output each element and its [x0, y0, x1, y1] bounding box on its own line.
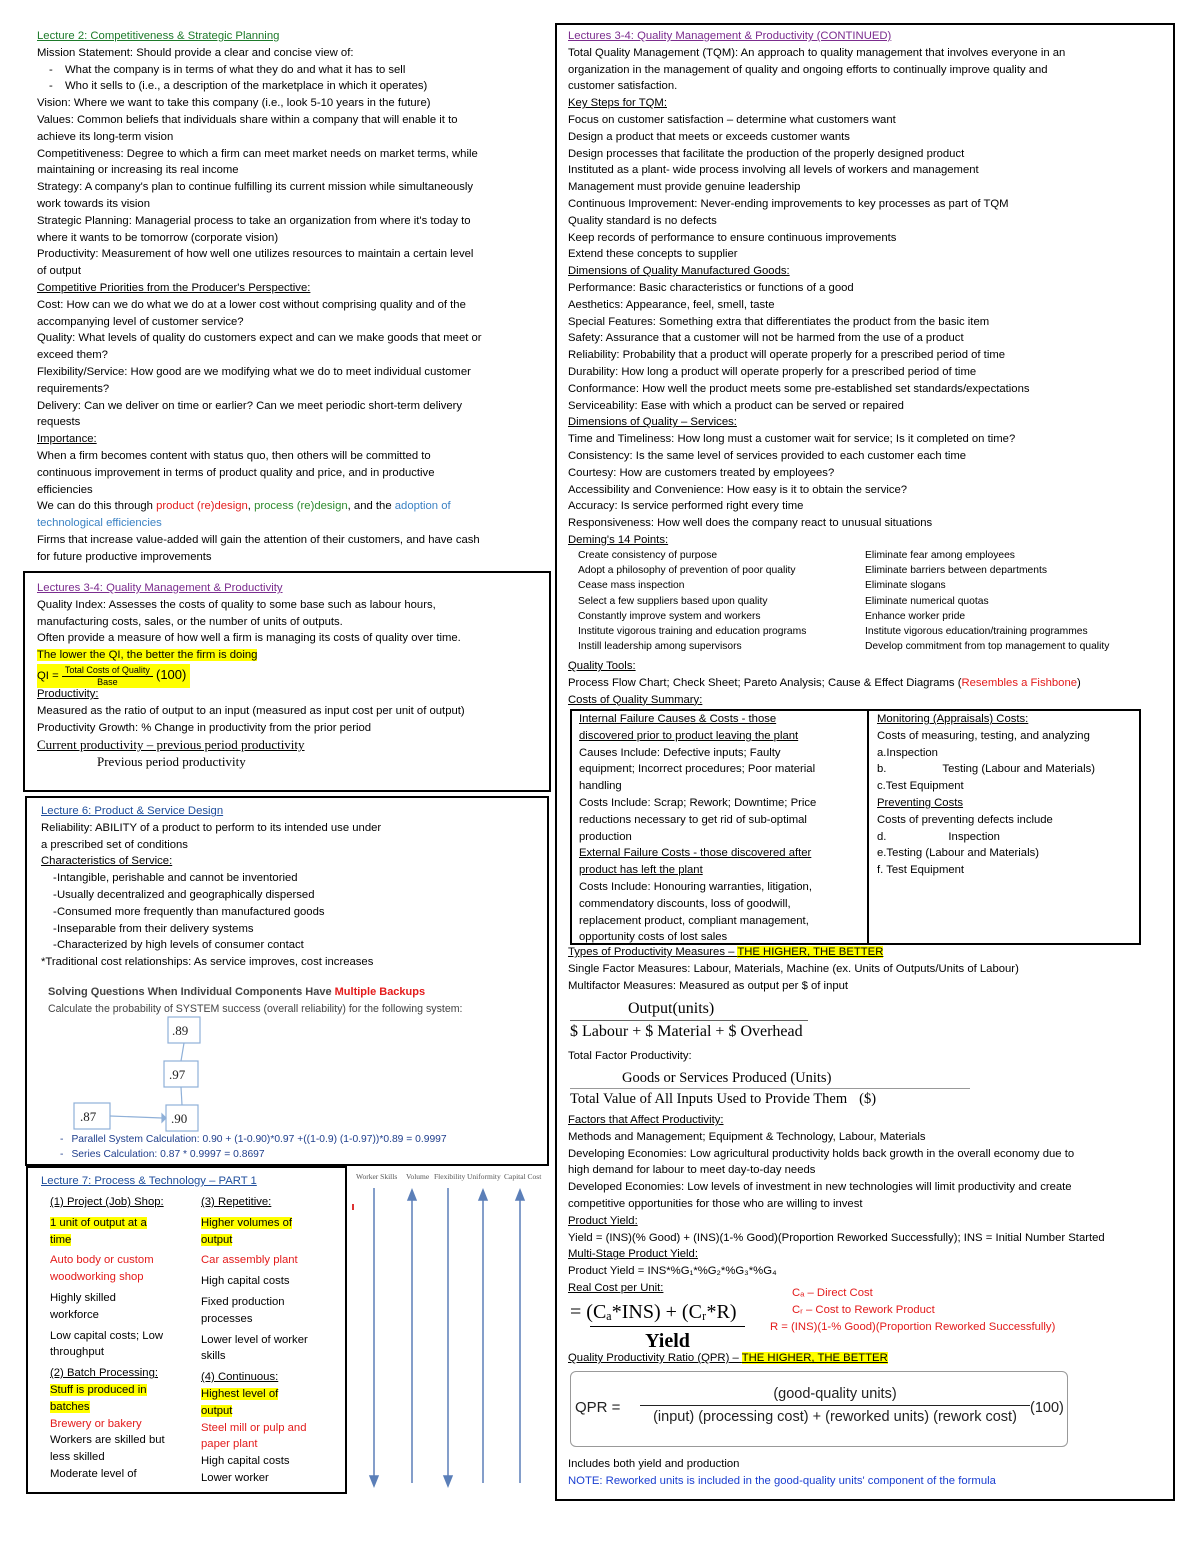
text-line: commendatory discounts, loss of goodwill,: [579, 897, 791, 910]
lecture6-section: [41, 803, 541, 971]
text-line: exceed them?: [37, 349, 108, 362]
text-span: Inspection: [948, 830, 1000, 843]
highlight-span: time: [50, 1233, 72, 1246]
text-line: where it wants to be tomorrow (corporate vision): [37, 231, 279, 244]
lecture7-title: Lecture 7: Process & Technology – PART 1: [41, 1175, 257, 1187]
text-line: Firms that increase value-added will gain the attention of their customers, and have cash: [37, 533, 480, 546]
subheading: (4) Continuous:: [201, 1371, 279, 1384]
deming-point: Adopt a philosophy of prevention of poor quality: [578, 565, 796, 577]
text-line: Safety: Assurance that a customer will not be harmed from the use of a product: [568, 332, 964, 345]
qpr-heading: [568, 1350, 888, 1367]
text-line: [568, 675, 1168, 692]
node-label: .87: [80, 1109, 97, 1124]
text-span: ($): [859, 1091, 877, 1107]
text-line: [50, 1215, 198, 1232]
real-cost-numerator: = (Cₐ*INS) + (Cᵣ*R): [570, 1301, 737, 1323]
technological-efficiencies-text: technological efficiencies: [37, 517, 162, 530]
deming-point: Enhance worker pride: [865, 610, 966, 622]
deming-point: Develop commitment from top management to quality: [865, 641, 1110, 653]
deming-point: Institute vigorous training and education programs: [578, 626, 807, 638]
text-line: work towards its vision: [37, 197, 151, 210]
factors-section: [568, 1112, 1168, 1297]
text-line: Courtesy: How are customers treated by employees?: [568, 466, 835, 479]
lecture2-title: Lecture 2: Competitiveness & Strategic Planning: [37, 30, 280, 42]
lectures34-section: [37, 580, 542, 770]
text-line: Accuracy: Is service performed right every time: [568, 500, 804, 513]
text-line: Focus on customer satisfaction – determine what customers want: [568, 113, 896, 126]
qi-multiplier: (100): [156, 666, 187, 682]
text-line: replacement product, compliant management,: [579, 914, 809, 927]
axis-label: Flexibility: [434, 1172, 466, 1181]
productivity-measures-section: [568, 944, 1168, 994]
subheading: discovered prior to product leaving the plant: [579, 729, 799, 742]
growth-numerator: Current productivity – previous period productivity: [37, 737, 305, 753]
adoption-text: adoption of: [394, 500, 451, 513]
qpr-reworked-note: NOTE: Reworked units is included in the good-quality units' component of the formula: [568, 1475, 996, 1487]
text-line: Often provide a measure of how well a firm is managing its costs of quality over time.: [37, 632, 461, 645]
text-line: Lower level of worker: [201, 1333, 308, 1346]
text-line: Moderate level of: [50, 1467, 137, 1480]
text-line: Keep records of performance to ensure continuous improvements: [568, 231, 897, 244]
total-factor-denominator: [570, 1088, 970, 1109]
series-calc-text: Series Calculation: 0.87 * 0.9997 = 0.8697: [71, 1149, 265, 1160]
multifactor-formula: [570, 998, 830, 1043]
qpr-note: Includes both yield and production: [568, 1458, 740, 1470]
text-line: a prescribed set of conditions: [41, 838, 188, 851]
text-line: Conformance: How well the product meets some pre-established set standards/expectations: [568, 382, 1030, 395]
subheading: Product Yield:: [568, 1214, 638, 1227]
deming-point: Create consistency of purpose: [578, 550, 718, 561]
deming-point: Institute vigorous education/training programmes: [865, 626, 1088, 638]
mission-statement: Mission Statement: Should provide a clear and concise view of:: [37, 46, 354, 59]
subheading: Importance:: [37, 433, 97, 446]
text-line: [201, 1403, 341, 1420]
text-line: Time and Timeliness: How long must a customer wait for service; Is it completed on time?: [568, 433, 1016, 446]
text-line: equipment; Incorrect procedures; Poor material: [579, 763, 816, 776]
legend-line: R = (INS)(1-% Good)(Proportion Reworked Successfully): [770, 1320, 1056, 1333]
subheading: Competitive Priorities from the Producer's Perspective:: [37, 281, 311, 294]
text-span: ): [1077, 676, 1081, 689]
text-line: *Traditional cost relationships: As service improves, cost increases: [41, 956, 374, 969]
text-line: Accessibility and Convenience: How easy is it to obtain the service?: [568, 483, 908, 496]
axis-label: Uniformity: [467, 1172, 501, 1181]
text-line: Flexibility/Service: How good are we modifying what we do to meet individual customer: [37, 365, 471, 378]
text-line: customer satisfaction.: [568, 80, 678, 93]
total-factor-formula: [570, 1068, 970, 1109]
text-line: processes: [201, 1312, 253, 1325]
subheading: product has left the plant: [579, 864, 703, 877]
example-text: Steel mill or pulp and: [201, 1421, 307, 1434]
text-line: Reliability: ABILITY of a product to perform to its intended use under: [41, 821, 382, 834]
text-line: less skilled: [50, 1451, 105, 1464]
text-line: Quality standard is no defects: [568, 214, 717, 227]
highlight-span: output: [201, 1233, 233, 1246]
qi-fraction: [62, 665, 153, 688]
lecture7-section: [41, 1173, 341, 1190]
axis-label: Capital Cost: [504, 1172, 542, 1181]
deming-point: Eliminate slogans: [865, 580, 946, 592]
highlight-span: Highest level of: [201, 1387, 279, 1400]
service-bullet: - Characterized by high levels of consumer contact: [41, 937, 541, 954]
subheading: Factors that Affect Productivity:: [568, 1114, 724, 1126]
figure-title-text: Solving Questions When Individual Components Have: [48, 986, 335, 998]
text-line: Special Features: Something extra that differentiates the product from the basic item: [568, 315, 990, 328]
higher-better-highlight: THE HIGHER, THE BETTER: [737, 946, 884, 958]
process-arrows-figure: [350, 1168, 550, 1490]
example-text: Brewery or bakery: [50, 1417, 142, 1430]
text-line: c.Test Equipment: [877, 780, 964, 793]
text-line: Cost: How can we do what we do at a lower cost without comprising quality and of the: [37, 298, 466, 311]
mission-bullet: - Who it sells to (i.e., a description of the marketplace in which it operates): [37, 78, 547, 95]
lectures34-title: Lectures 3-4: Quality Management & Productivity: [37, 582, 283, 594]
text-line: Total Quality Management (TQM): An approach to quality management that involves everyone in an: [568, 46, 1066, 59]
text-line: [50, 1232, 198, 1249]
subheading: Costs of Quality Summary:: [568, 693, 703, 706]
service-bullet: - Inseparable from their delivery systems: [41, 921, 541, 938]
text-line: Product Yield = INS*%G₁*%G₂*%G₃*%G₄: [568, 1265, 777, 1278]
highlight-span: 1 unit of output at a: [50, 1216, 147, 1229]
text-line: requirements?: [37, 382, 110, 395]
text-line: workforce: [50, 1308, 99, 1321]
subheading: Dimensions of Quality – Services:: [568, 416, 737, 429]
product-redesign-text: product (re)design: [156, 500, 248, 513]
real-cost-formula: [570, 1298, 760, 1355]
text-line: Yield = (INS)(% Good) + (INS)(1-% Good)(Proportion Reworked Successfully); INS = Initial Number Started: [568, 1231, 1105, 1244]
coq-divider: [867, 709, 869, 945]
qpr-numerator: (good-quality units): [773, 1386, 897, 1402]
service-bullet: - Usually decentralized and geographically dispersed: [41, 887, 541, 904]
text-line: [50, 1399, 198, 1416]
qi-denominator: Base: [97, 676, 118, 687]
deming-point: Cease mass inspection: [578, 580, 685, 592]
text-line: [50, 1382, 198, 1399]
text-line: efficiencies: [37, 483, 93, 496]
real-cost-legend: [768, 1285, 1168, 1335]
subheading: Characteristics of Service:: [41, 855, 173, 868]
text-line: handling: [579, 780, 622, 793]
text-line: Fixed production: [201, 1295, 285, 1308]
lecture7-left-column: [50, 1194, 198, 1483]
qpr-lhs: QPR =: [575, 1399, 621, 1416]
example-text: woodworking shop: [50, 1271, 144, 1284]
qi-label: QI =: [37, 669, 59, 682]
reliability-diagram: [48, 1014, 248, 1134]
text-line: High capital costs: [201, 1455, 290, 1468]
text-line: a.Inspection: [877, 746, 938, 759]
legend-line: Cᵣ – Cost to Rework Product: [792, 1303, 935, 1316]
text-line: Costs Include: Scrap; Rework; Downtime; Price: [579, 796, 817, 809]
text-line: Values: Common beliefs that individuals share within a company that will enable it to: [37, 113, 458, 126]
text-line: requests: [37, 416, 81, 429]
example-text: Car assembly plant: [201, 1254, 298, 1267]
text-line: Aesthetics: Appearance, feel, smell, taste: [568, 298, 775, 311]
text-line: Responsiveness: How well does the company react to unusual situations: [568, 517, 933, 530]
text-line: high demand for labour to meet day-to-day needs: [568, 1164, 816, 1177]
total-factor-label: Total Factor Productivity:: [568, 1050, 692, 1062]
text-line: [877, 829, 1139, 846]
text-line: continuous improvement in terms of product quality and price, and in productive: [37, 466, 435, 479]
qpr-fraction: [640, 1383, 1030, 1428]
figure-title: [48, 984, 538, 1001]
text-line: opportunity costs of lost sales: [579, 931, 728, 944]
text-line: Management must provide genuine leadership: [568, 181, 801, 194]
deming-right-list: [865, 548, 1165, 654]
subheading: Productivity:: [37, 687, 99, 700]
text-line: Causes Include: Defective inputs; Faulty: [579, 746, 781, 759]
subheading: Dimensions of Quality Manufactured Goods:: [568, 265, 790, 278]
service-bullet: - Consumed more frequently than manufactured goods: [41, 904, 541, 921]
text-line: Vision: Where we want to take this company (i.e., look 5-10 years in the future): [37, 97, 431, 110]
text-line: manufacturing costs, sales, or the number of units of outputs.: [37, 615, 343, 628]
text-line: Developed Economies: Low levels of investment in new technologies will limit productivity and create: [568, 1181, 1072, 1194]
reliability-figure: [48, 984, 538, 1164]
coq-left-cell: [579, 711, 864, 946]
text-line: production: [579, 830, 632, 843]
subheading: (1) Project (Job) Shop:: [50, 1196, 164, 1208]
text-line: Strategic Planning: Managerial process to take an organization from where it's today to: [37, 214, 471, 227]
text-span: Total Value of All Inputs Used to Provide Them: [570, 1091, 848, 1107]
higher-better-highlight: THE HIGHER, THE BETTER: [741, 1352, 888, 1364]
text-line: Developing Economies: Low agricultural productivity holds back growth in the overall economy due to: [568, 1147, 1075, 1160]
subheading: [568, 944, 1168, 961]
text-span: Testing (Labour and Materials): [942, 763, 1096, 776]
text-line: reductions necessary to get rid of sub-optimal: [579, 813, 807, 826]
text-line: competitive opportunities for those who are willing to invest: [568, 1197, 863, 1210]
text-span: Quality Productivity Ratio (QPR) –: [568, 1352, 742, 1364]
text-span: b.: [877, 763, 887, 776]
text-line: Multifactor Measures: Measured as output per $ of input: [568, 979, 849, 992]
real-cost-denominator: Yield: [590, 1326, 745, 1355]
lecture7-right-column: [201, 1194, 341, 1487]
deming-point: Eliminate numerical quotas: [865, 595, 989, 607]
deming-point: Eliminate fear among employees: [865, 550, 1015, 561]
total-factor-numerator: Goods or Services Produced (Units): [622, 1070, 832, 1086]
text-line: achieve its long-term vision: [37, 130, 174, 143]
text-line: Productivity: Measurement of how well one utilizes resources to maintain a certain level: [37, 248, 474, 261]
column2-section: [568, 28, 1168, 549]
subheading: Quality Tools:: [568, 660, 636, 672]
text-line: [201, 1232, 341, 1249]
axis-label: Worker Skills: [356, 1172, 398, 1181]
text-line: Quality: What levels of quality do customers expect and can we make goods that meet or: [37, 332, 482, 345]
text-line: [877, 761, 1139, 778]
text-line: Costs Include: Honouring warranties, litigation,: [579, 880, 812, 893]
node-label: .89: [172, 1023, 189, 1038]
text-line: Productivity Growth: % Change in productivity from the prior period: [37, 721, 372, 734]
multifactor-numerator: Output(units): [570, 998, 808, 1021]
text-line: for future productive improvements: [37, 550, 212, 563]
text-line: Quality Index: Assesses the costs of quality to some base such as labour hours,: [37, 598, 436, 611]
deming-left-list: [578, 548, 863, 654]
text-line: Consistency: Is the same level of services provided to each customer each time: [568, 449, 967, 462]
multifactor-denominator: $ Labour + $ Material + $ Overhead: [570, 1023, 803, 1040]
text-span: , and the: [347, 500, 395, 513]
text-line: [201, 1386, 341, 1403]
text-line: Low capital costs; Low: [50, 1329, 164, 1342]
highlight-span: output: [201, 1404, 233, 1417]
subheading: Multi-Stage Product Yield:: [568, 1248, 698, 1261]
text-line: skills: [201, 1350, 226, 1363]
lecture2-section: [37, 28, 547, 566]
text-line: [37, 498, 547, 515]
text-line: Measured as the ratio of output to an input (measured as input cost per unit of output): [37, 704, 465, 717]
subheading: Deming's 14 Points:: [568, 533, 669, 546]
growth-denominator: Previous period productivity: [97, 754, 246, 770]
mission-bullet: - What the company is in terms of what they do and what it has to sell: [37, 62, 547, 79]
deming-point: Select a few suppliers based upon quality: [578, 595, 768, 607]
subheading: (3) Repetitive:: [201, 1196, 272, 1208]
subheading: Key Steps for TQM:: [568, 97, 667, 110]
subheading: Preventing Costs: [877, 796, 964, 809]
text-line: Durability: How long a product will operate properly for a prescribed period of time: [568, 365, 977, 378]
deming-point: Constantly improve system and workers: [578, 610, 761, 622]
text-line: accompanying level of customer service?: [37, 315, 244, 328]
text-line: of output: [37, 265, 81, 278]
figure-title-highlight: Multiple Backups: [334, 986, 426, 998]
text-line: throughput: [50, 1346, 105, 1359]
example-text: paper plant: [201, 1438, 258, 1451]
subheading: External Failure Costs - those discovered after: [579, 847, 812, 860]
text-line: Instituted as a plant- wide process involving all levels of workers and management: [568, 164, 979, 177]
text-line: Continuous Improvement: Never-ending improvements to key processes as part of TQM: [568, 197, 1009, 210]
qi-numerator: Total Costs of Quality: [62, 665, 153, 677]
qpr-denominator: (input) (processing cost) + (reworked units) (rework cost): [640, 1405, 1030, 1428]
axis-label: Volume: [406, 1172, 430, 1181]
text-line: e.Testing (Labour and Materials): [877, 847, 1040, 860]
text-line: Costs of measuring, testing, and analyzing: [877, 729, 1090, 742]
text-line: organization in the management of quality and ongoing efforts to continually improve quality and: [568, 63, 1048, 76]
text-line: Methods and Management; Equipment & Technology, Labour, Materials: [568, 1130, 926, 1143]
series-calc: - Series Calculation: 0.87 * 0.9997 = 0.8697: [60, 1149, 265, 1160]
service-bullet: - Intangible, perishable and cannot be inventoried: [41, 870, 541, 887]
highlight-span: Higher volumes of: [201, 1216, 293, 1229]
text-line: f. Test Equipment: [877, 864, 965, 877]
text-span: Process Flow Chart; Check Sheet; Pareto Analysis; Cause & Effect Diagrams (: [568, 676, 962, 689]
qi-formula: [37, 664, 542, 686]
text-span: Types of Productivity Measures –: [568, 946, 738, 958]
text-line: Single Factor Measures: Labour, Materials, Machine (ex. Units of Outputs/Units of Labour): [568, 962, 1019, 975]
deming-point: Eliminate barriers between departments: [865, 565, 1048, 577]
text-line: Lower worker: [201, 1471, 269, 1484]
text-line: Delivery: Can we deliver on time or earlier? Can we meet periodic short-term delivery: [37, 399, 463, 412]
text-line: [201, 1215, 341, 1232]
text-line: Highly skilled: [50, 1291, 116, 1304]
text-line: [37, 647, 542, 664]
figure-subtitle: Calculate the probability of SYSTEM success (overall reliability) for the following system:: [48, 1002, 463, 1015]
text-line: Reliability: Probability that a product will operate properly for a prescribed period of time: [568, 349, 1006, 362]
process-redesign-text: process (re)design: [254, 500, 348, 513]
text-line: When a firm becomes content with status quo, then others will be committed to: [37, 449, 431, 462]
subheading: Monitoring (Appraisals) Costs:: [877, 713, 1029, 725]
parallel-calc: - Parallel System Calculation: 0.90 + (1-0.90)*0.97 +((1-0.9) (1-0.97))*0.89 = 0.9997: [60, 1134, 447, 1145]
text-line: maintaining or increasing its real income: [37, 164, 239, 177]
qpr-multiplier: (100): [1030, 1400, 1064, 1416]
fishbone-text: Resembles a Fishbone: [961, 676, 1078, 689]
quality-tools-section: [568, 658, 1168, 708]
text-span: We can do this through: [37, 500, 157, 513]
text-line: Costs of preventing defects include: [877, 813, 1053, 826]
qi-highlight: The lower the QI, the better the firm is doing: [37, 649, 258, 662]
coq-right-cell: [877, 711, 1139, 879]
example-text: Auto body or custom: [50, 1254, 154, 1267]
highlight-span: Stuff is produced in: [50, 1383, 147, 1396]
highlight-span: batches: [50, 1400, 90, 1413]
text-span: d.: [877, 830, 887, 843]
subheading: Real Cost per Unit:: [568, 1281, 664, 1294]
node-label: .90: [171, 1111, 188, 1126]
lecture6-title: Lecture 6: Product & Service Design: [41, 805, 224, 817]
text-line: Strategy: A company's plan to continue fulfilling its current mission while simultaneously: [37, 181, 474, 194]
parallel-calc-text: Parallel System Calculation: 0.90 + (1-0.90)*0.97 +((1-0.9) (1-0.97))*0.89 = 0.9997: [71, 1134, 447, 1145]
node-label: .97: [169, 1067, 186, 1082]
text-line: Workers are skilled but: [50, 1434, 165, 1447]
text-line: Serviceability: Ease with which a product can be served or repaired: [568, 399, 904, 412]
legend-line: Cₐ – Direct Cost: [792, 1287, 873, 1299]
text-line: Design processes that facilitate the production of the properly designed product: [568, 147, 965, 160]
qi-formula-highlight: [37, 664, 190, 688]
text-span: ,: [247, 500, 255, 513]
text-line: Performance: Basic characteristics or functions of a good: [568, 281, 854, 294]
column2-title: Lectures 3-4: Quality Management & Productivity (CONTINUED): [568, 30, 892, 42]
text-line: Design a product that meets or exceeds customer wants: [568, 130, 850, 143]
text-line: Extend these concepts to supplier: [568, 248, 738, 261]
subheading: Internal Failure Causes & Costs - those: [579, 713, 777, 725]
text-line: High capital costs: [201, 1275, 290, 1288]
text-line: Competitiveness: Degree to which a firm can meet market needs on market terms, while: [37, 147, 478, 160]
subheading: (2) Batch Processing:: [50, 1367, 158, 1380]
deming-point: Instill leadership among supervisors: [578, 641, 742, 653]
